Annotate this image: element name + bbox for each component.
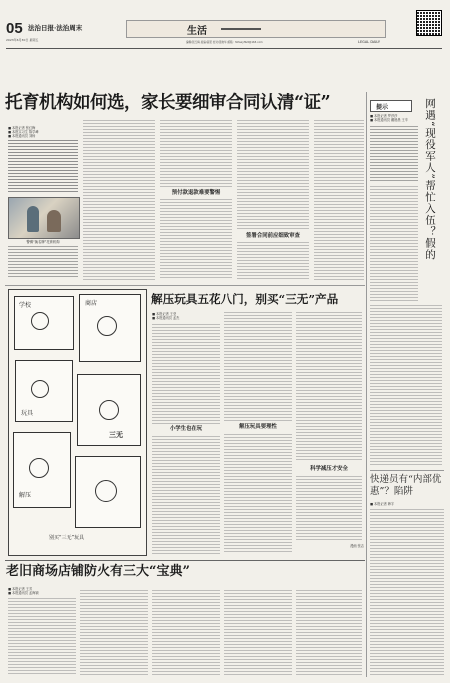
masthead [6, 20, 442, 68]
side-bylines [370, 114, 430, 122]
page-number: 05 [6, 20, 23, 37]
side-byline-1: ■ 本报记者 罗莎莎 [370, 114, 398, 118]
lead-body-col-2 [83, 120, 155, 280]
courier-body [370, 509, 444, 675]
qr-code-icon[interactable] [416, 10, 442, 36]
side-body-1 [370, 186, 418, 301]
photo-figure-icon [47, 210, 61, 232]
mid-rule [5, 285, 365, 286]
bottom-body-col-5 [296, 590, 362, 676]
toy-body-col-2 [224, 312, 292, 422]
bottom-headline: 老旧商场店铺防火有三大“宝典” [6, 564, 190, 579]
cartoon-label-relief: 解压 [19, 492, 32, 499]
bottom-bylines [8, 587, 68, 595]
bottom-byline-2: ■ 本报通讯员 孟海颖 [8, 591, 39, 595]
section-rule [221, 28, 261, 30]
lead-subhead-1: 预付款退款难要警惕 [171, 190, 221, 196]
date-line: 2023年6月30日 星期五 [6, 38, 39, 42]
lead-body-col-3b [160, 199, 232, 280]
cartoon-face-icon [31, 312, 49, 330]
lead-intro-text [8, 140, 78, 194]
lead-photo-caption: 警惕“换名牌”托育机构 [26, 240, 60, 244]
toy-body-col-1b [152, 436, 220, 554]
cartoon-label-sanwu: 三无 [109, 431, 123, 439]
courier-byline: ■ 本报记者 韩宇 [370, 502, 395, 506]
bottom-body-col-3 [152, 590, 220, 676]
side-body-2 [370, 305, 442, 465]
lead-byline-2: ■ 本报实习生 陈学峰 [8, 130, 39, 134]
side-tip-label: 提示 [376, 104, 389, 111]
side-tip-box [370, 100, 412, 112]
bottom-byline-1: ■ 本报记者 王芳 [8, 587, 33, 591]
toy-cartoon [8, 289, 147, 556]
toy-subhead-2: 解压玩具要理性 [239, 424, 277, 430]
cartoon-face-icon [97, 316, 117, 336]
toy-byline-1: ■ 本报记者 王莹 [152, 312, 177, 316]
side-intro-text [370, 126, 418, 182]
lead-body-col-5 [314, 120, 364, 280]
lead-headline: 托育机构如何选，家长要细审合同认清“证” [5, 93, 331, 113]
cartoon-face-icon [31, 380, 49, 398]
cartoon-label-school: 学校 [19, 302, 32, 309]
toy-illustrator: 漫画 张志 [350, 544, 364, 548]
section-banner [126, 20, 386, 38]
cartoon-label-shop: 商店 [85, 300, 98, 307]
toy-body-col-3b [296, 476, 362, 540]
cartoon-face-icon [29, 458, 49, 478]
bottom-body-col-4 [224, 590, 292, 676]
toy-subhead-1: 小学生也在玩 [169, 426, 203, 432]
lead-body-col-4b [237, 242, 309, 280]
toy-bylines [152, 312, 212, 320]
cartoon-face-icon [95, 480, 117, 502]
masthead-rule [6, 48, 442, 49]
lead-body-col-1 [8, 246, 78, 278]
lead-bylines [8, 126, 68, 138]
paper-name: 法治日报·法治周末 [28, 24, 83, 32]
photo-figure-icon [27, 206, 39, 232]
lead-byline-3: ■ 本报通讯员 刘杨 [8, 134, 36, 138]
toy-byline-2: ■ 本报通讯员 孟杰 [152, 316, 180, 320]
toy-body-col-2b [224, 434, 292, 554]
side-headline: 网遇“现役军人”帮忙入伍？假的 [424, 98, 436, 261]
bottom-rule [5, 560, 365, 561]
lead-body-col-4a [237, 120, 309, 230]
toy-subhead-3: 科学减压才安全 [310, 466, 348, 472]
lead-body-col-3a [160, 120, 232, 188]
cartoon-face-icon [99, 400, 119, 420]
lead-subhead-2: 签署合同前应细致审查 [246, 233, 300, 239]
legal-daily-label: LEGAL DAILY [358, 40, 381, 44]
bottom-body-col-2 [80, 590, 148, 676]
toy-body-col-3 [296, 312, 362, 462]
toy-body-col-1 [152, 324, 220, 424]
editors-line: 编辑/张红梅 美编/高恩 校对/张晓华 邮箱：fzrbwyfbzt@163.com [186, 41, 263, 44]
courier-headline: 快递员有“内部优惠”？陷阱 [370, 474, 442, 497]
section-title: 生活 [187, 26, 207, 37]
lead-byline-1: ■ 本报记者 张红梅 [8, 126, 36, 130]
courier-top-rule [370, 470, 444, 471]
side-byline-2: ■ 本报通讯员 戴晨晨 王辛 [370, 118, 408, 122]
lead-photo [8, 197, 80, 239]
toy-headline: 解压玩具五花八门，别买“三无”产品 [151, 292, 339, 306]
side-column-divider [366, 92, 367, 677]
bottom-body-col-1 [8, 598, 76, 676]
cartoon-caption: 别买“三无”玩具 [49, 535, 85, 541]
cartoon-label-toy: 玩具 [21, 410, 34, 417]
